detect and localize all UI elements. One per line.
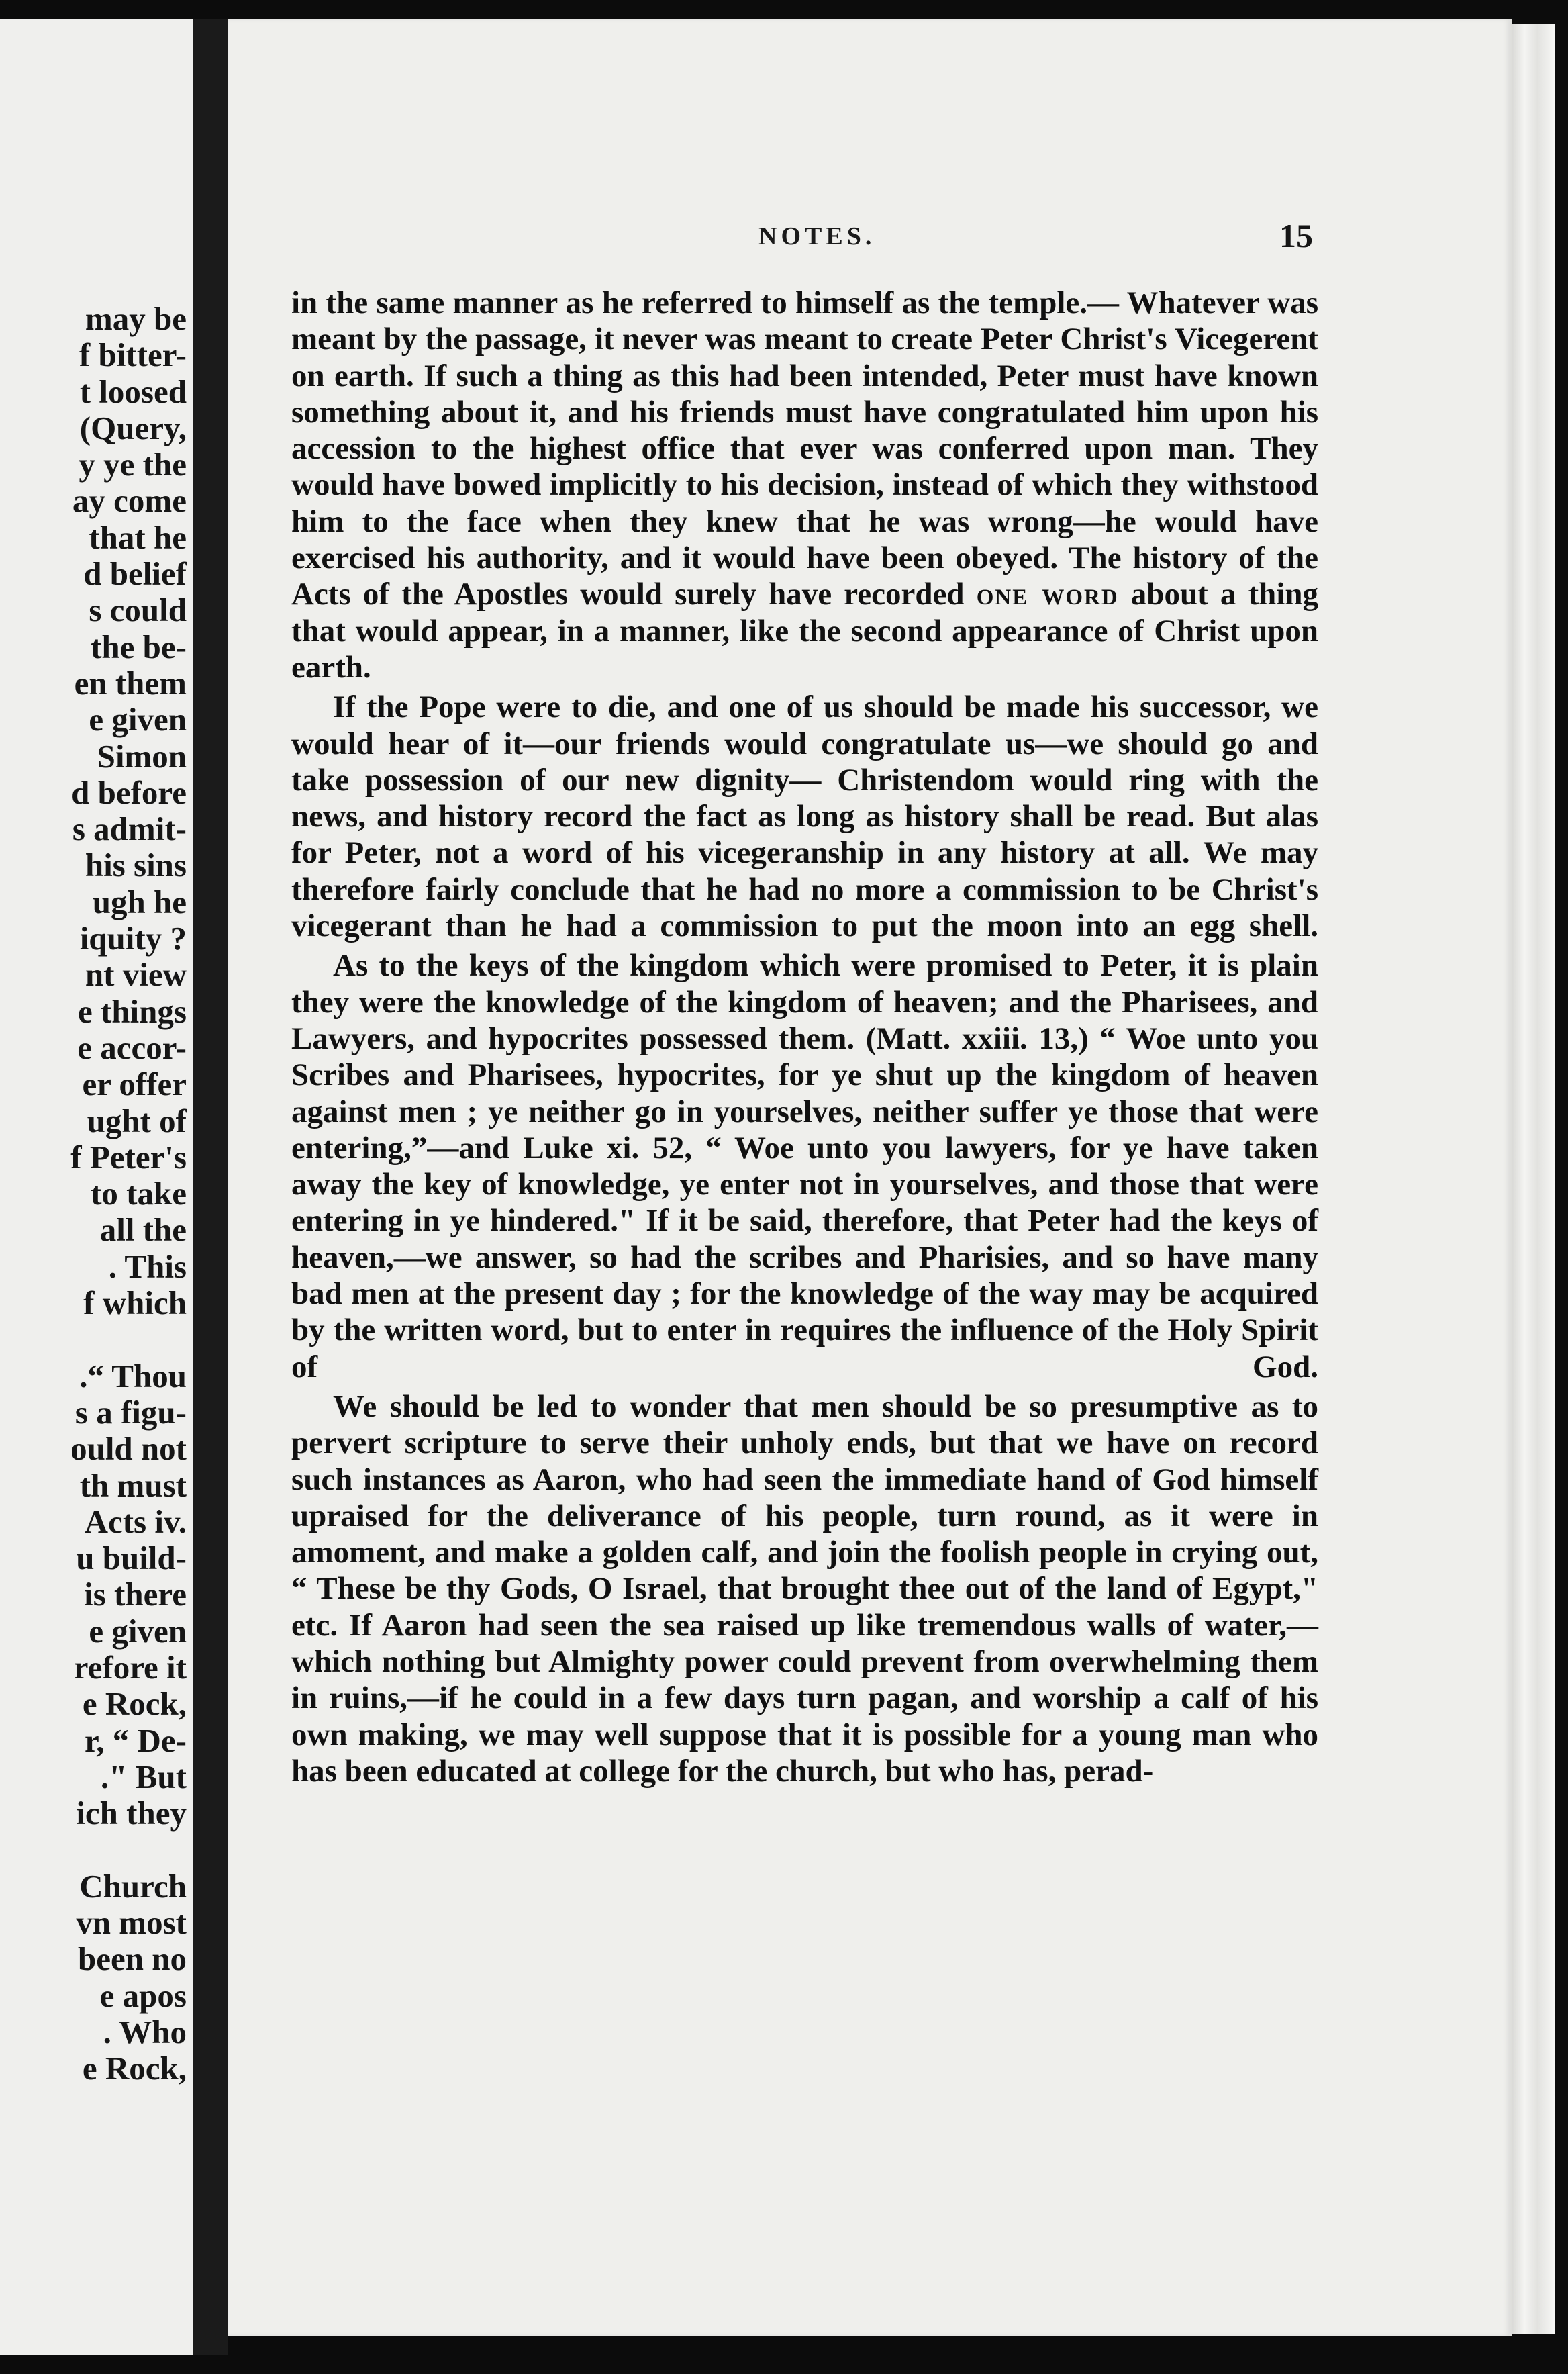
left-page-line [0,1832,187,1868]
left-page-line: ould not [70,1430,187,1468]
left-page-line [0,1321,187,1358]
left-page-line: his sins [85,847,187,884]
left-page-line: .“ Thou [79,1357,187,1394]
left-page-line: s a figu- [75,1393,187,1431]
left-page-line: r, “ De- [85,1721,187,1759]
left-page-line: e given [89,701,187,739]
left-page-line: Church [79,1867,187,1905]
left-page-line: e Rock, [82,1685,187,1723]
left-page-line: d before [71,773,187,811]
left-page-line: e given [89,1612,187,1650]
left-page-line: t loosed [79,373,187,410]
left-page-line: ." But [101,1758,187,1795]
left-page-line: e accor- [77,1029,187,1066]
left-page-line: th must [79,1466,187,1504]
page-edge [1512,24,1555,2334]
paragraph-1 [291,285,1318,685]
left-page-line: f bitter- [79,336,187,374]
left-page-line: e things [77,992,187,1030]
paragraph-3: As to the keys of the kingdom which were promised to Peter, it is plain they were the knowledge of the kingdom of heaven; and the Pharisees, and Lawyers, and hypocrites possessed them. (Matt. xxiii. 13,) “ Woe unto you Scribes and Pharisees, hypocrites, for ye shut up the kingdom of heaven against men ; ye neither go in yourselves, neither suffer ye those that were entering,”—and Luke xi. 52, “ Woe unto you lawyers, for ye have taken away the key of knowledge, ye enter not in yourselves, and those that were entering in ye hindered." If it be said, therefore, that Peter had the keys of heaven,—we answer, so had the scribes and Pharisies, and so have many bad men at the present day ; for the knowledge of the way may be acquired by the written word, but to enter in requires the influence of the Holy Spirit of God. [291,948,1318,1384]
left-page-line: the be- [91,628,187,665]
paragraph-1-text: in the same manner as he referred to himself as the temple.— Whatever was meant by the passage, it never was meant to create Peter Christ's Vicegerent on earth. If such a thing as this had been intended, Peter must have known something about it, and his friends must have congratulated him upon his accession to the highest office that ever was conferred upon man. They would have bowed implicitly to his decision, instead of which they withstood him to the face when they knew that he was wrong—he would have exercised his authority, and it would have been obeyed. The history of the Acts of the Apostles would surely have recorded [291,285,1318,612]
left-page-line: er offer [82,1065,187,1103]
book-gutter [193,19,228,2355]
left-page-line: all the [99,1211,187,1249]
left-page-line: f which [83,1284,187,1322]
left-page-line: iquity ? [79,920,187,957]
running-head: NOTES. [758,222,876,250]
left-page-line: to take [91,1175,187,1213]
left-page-line: s could [89,591,187,629]
paragraph-2: If the Pope were to die, and one of us should be made his successor, we would hear of it—our friends would congratulate us—we should go and take possession of our new dignity— Christendom would ring with the news, and history record the fact as long as history shall be read. But alas for Peter, not a word of his vicegeranship in any history at all. We may therefore fairly conclude that he had no more a commission to be Christ's vicegerant than he had a commission to put the moon into an egg shell. [291,690,1318,944]
left-page-line: may be [85,300,187,337]
left-page-line: y ye the [79,446,187,483]
left-page-line: ugh he [92,883,187,920]
left-page-line: Acts iv. [84,1503,187,1540]
left-page-line: ught of [87,1102,187,1139]
left-page-line: is there [84,1576,187,1613]
body-text [291,285,1318,1789]
left-page-line: Simon [97,737,187,775]
left-page-line: ay come [72,482,187,520]
left-page-line: that he [89,518,187,556]
left-page-line: vn most [76,1904,187,1942]
left-page-line: nt view [85,956,187,994]
left-page-text [0,301,187,2087]
left-page-fragment [0,19,193,2355]
paragraph-4: We should be led to wonder that men should be so presumptive as to pervert scripture to serve their unholy ends, but that we have on record such instances as Aaron, who had seen the immediate hand of God himself upraised for the deliverance of his people, turn round, as it were in amoment, and make a golden calf, and join the foolish people in crying out, “ These be thy Gods, O Israel, that brought thee out of the land of Egypt," etc. If Aaron had seen the sea raised up like tremendous walls of water,—which nothing but Almighty power could prevent from overwhelming them in ruins,—if he could in a few days turn pagan, and worship a calf of his own making, we may well suppose that it is possible for a young man who has been educated at college for the church, but who has, perad- [291,1388,1318,1789]
paragraph-1-text-end: about a thing that would appear, in a manner, like the second appearance of Christ upon earth. [291,577,1319,685]
page-number: 15 [1279,217,1313,254]
left-page-line: . This [108,1247,187,1285]
left-page-line: e apos [99,1977,187,2014]
left-page-line: s admit- [72,810,187,848]
left-page-line: (Query, [79,409,187,446]
small-caps-phrase: one word [976,577,1119,612]
left-page-line: . Who [103,2013,187,2050]
left-page-line: en them [74,664,187,702]
left-page-line: d belief [83,555,187,593]
left-page-line: f Peter's [70,1138,187,1176]
left-page-line: u build- [76,1539,187,1577]
left-page-line: e Rock, [82,2050,187,2087]
left-page-line: refore it [73,1648,187,1686]
left-page-line: been no [77,1940,187,1978]
left-page-line: ich they [76,1795,187,1832]
